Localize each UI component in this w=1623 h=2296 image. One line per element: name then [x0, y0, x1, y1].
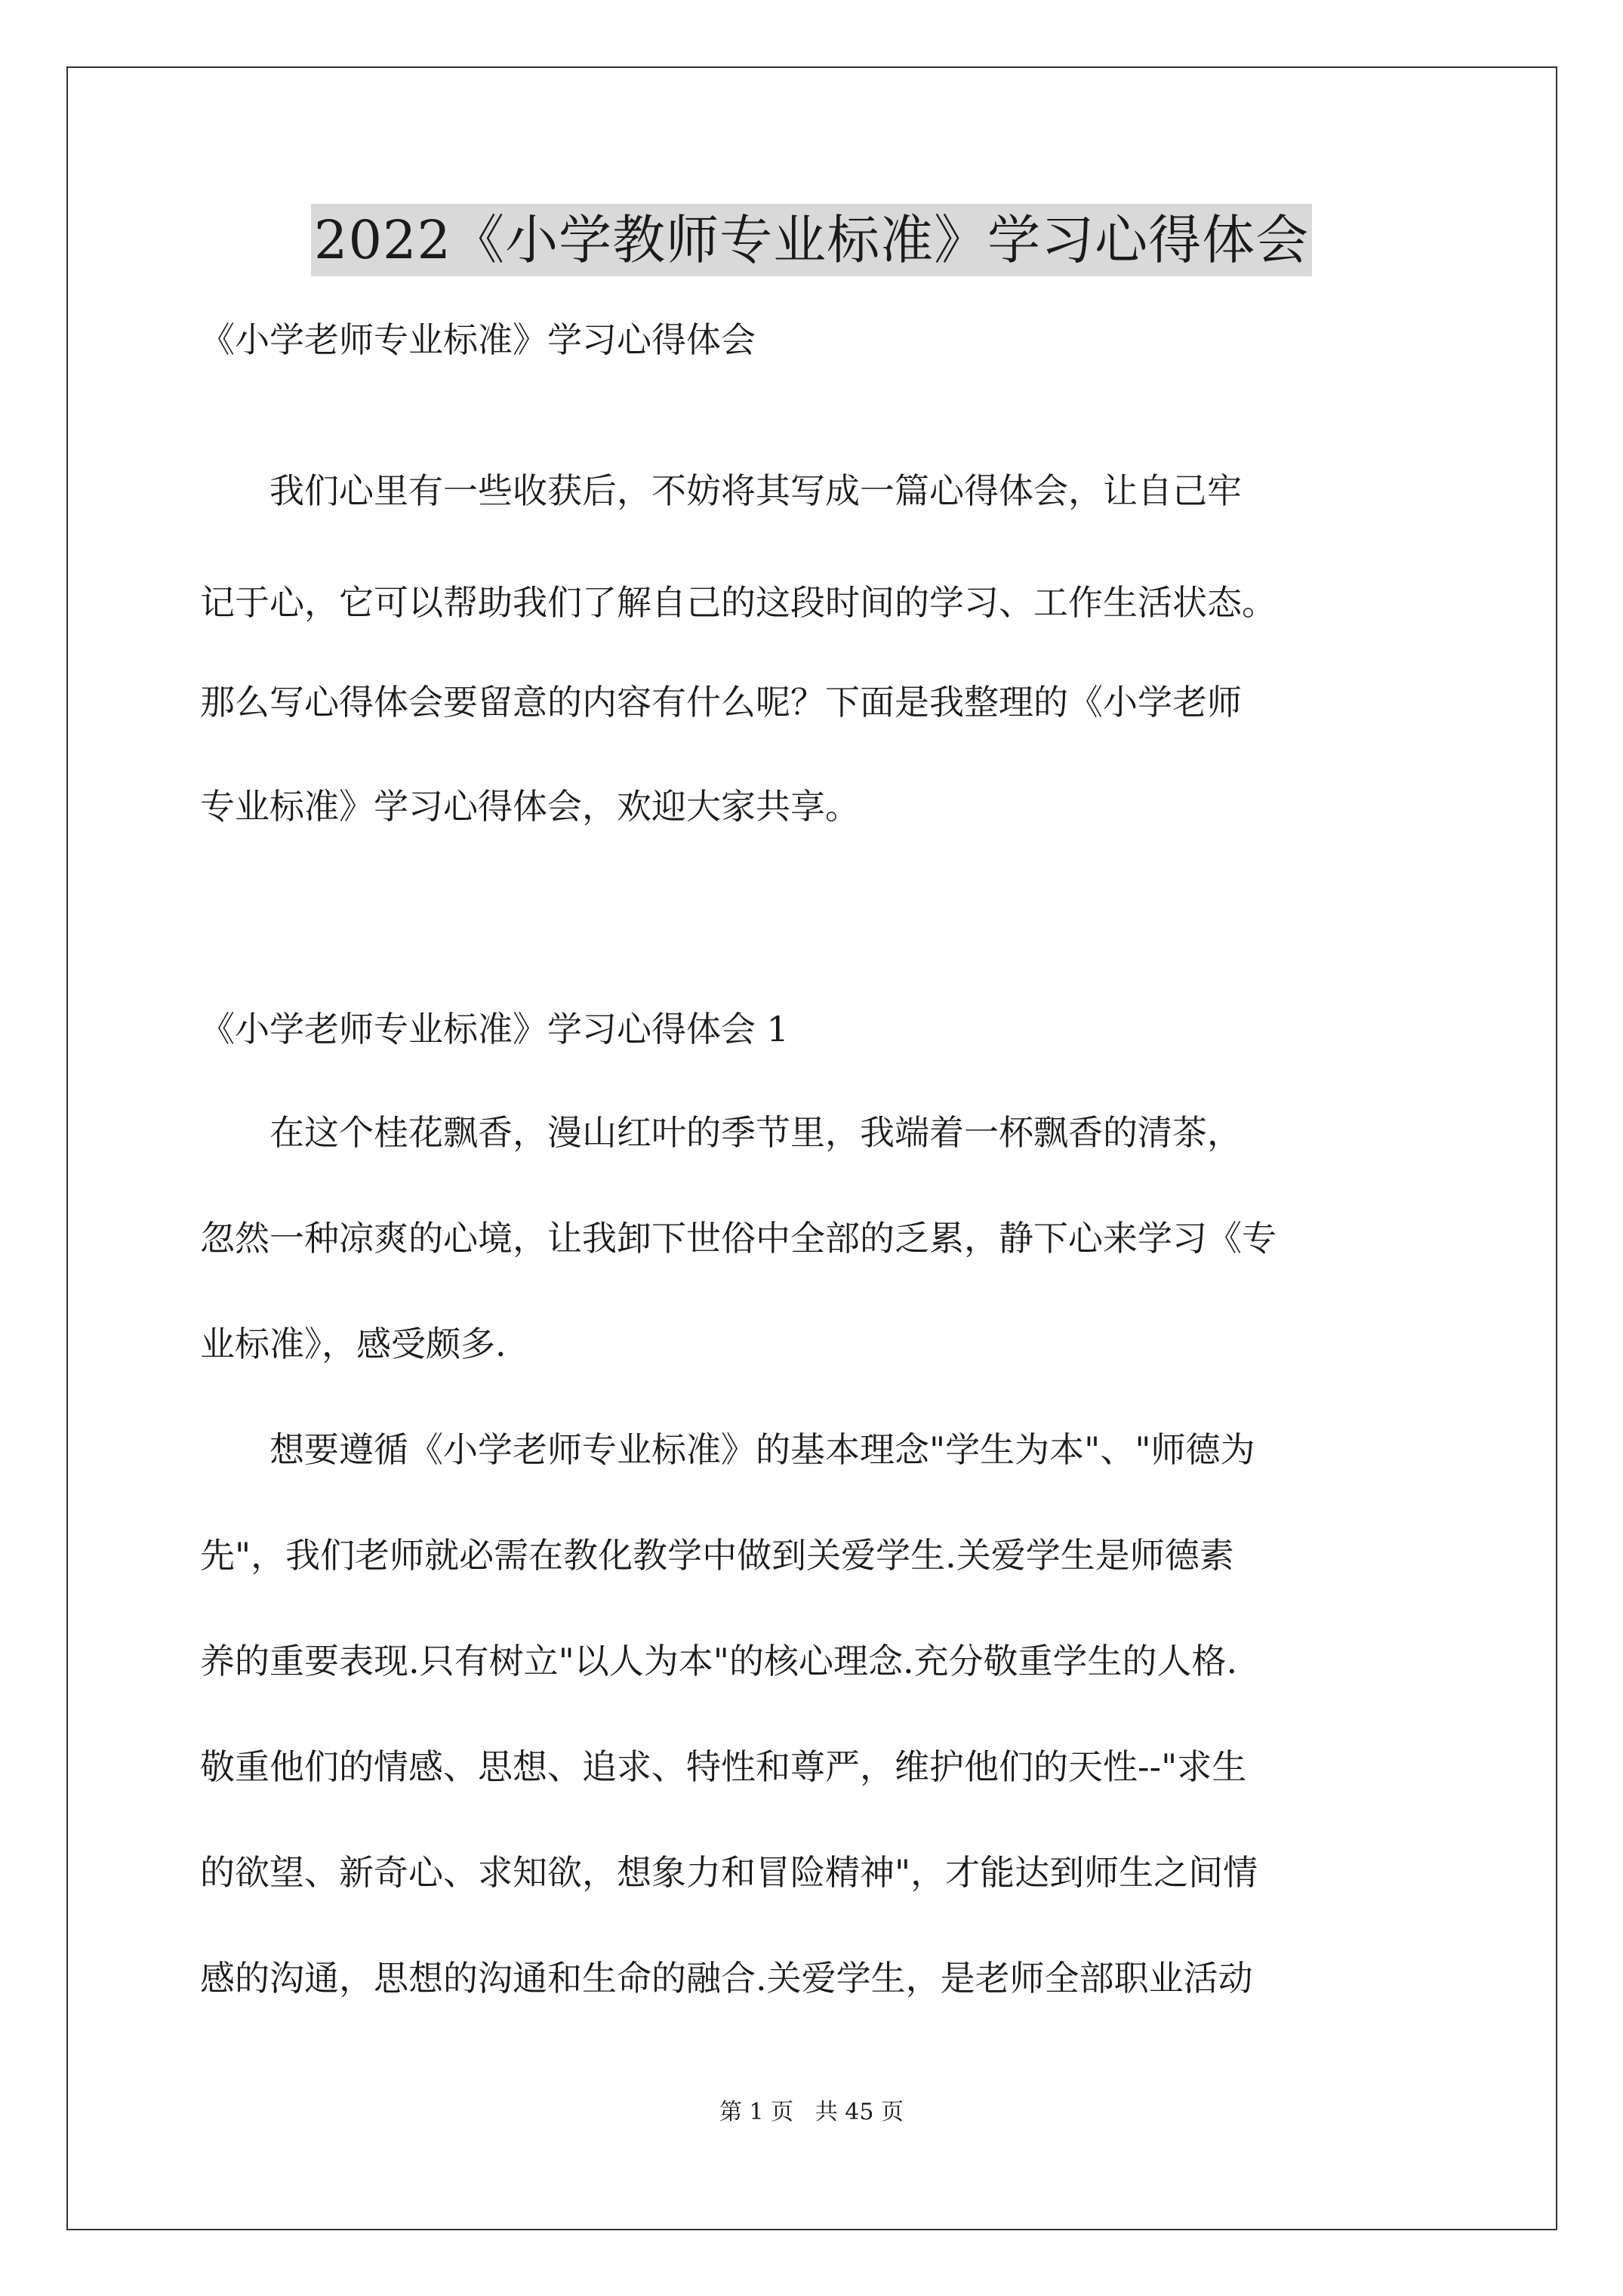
intro-line: 那么写心得体会要留意的内容有什么呢？下面是我整理的《小学老师	[200, 682, 1242, 723]
page-number-footer: 第 1 页 共 45 页	[719, 2099, 904, 2125]
document-subtitle: 《小学老师专业标准》学习心得体会	[200, 319, 756, 360]
paragraph-line: 业标准》，感受颇多.	[200, 1324, 507, 1364]
paragraph-line: 敬重他们的情感、思想、追求、特性和尊严，维护他们的天性--"求生	[200, 1746, 1247, 1787]
intro-line: 我们心里有一些收获后，不妨将其写成一篇心得体会，让自己牢	[200, 470, 1242, 511]
paragraph-line: 感的沟通，思想的沟通和生命的融合.关爱学生，是老师全部职业活动	[200, 1958, 1253, 1999]
section-heading: 《小学老师专业标准》学习心得体会 1	[200, 1009, 789, 1049]
paragraph-line: 忽然一种凉爽的心境，让我卸下世俗中全部的乏累，静下心来学习《专	[200, 1218, 1277, 1259]
paragraph-line: 的欲望、新奇心、求知欲，想象力和冒险精神"，才能达到师生之间情	[200, 1852, 1258, 1893]
document-title: 2022《小学教师专业标准》学习心得体会	[311, 204, 1312, 276]
paragraph-line: 养的重要表现.只有树立"以人为本"的核心理念.充分敬重学生的人格.	[200, 1641, 1238, 1681]
intro-line: 记于心，它可以帮助我们了解自己的这段时间的学习、工作生活状态。	[200, 582, 1277, 623]
intro-line: 专业标准》学习心得体会，欢迎大家共享。	[200, 786, 860, 827]
paragraph-line: 想要遵循《小学老师专业标准》的基本理念"学生为本"、"师德为	[200, 1429, 1255, 1470]
paragraph-line: 在这个桂花飘香，漫山红叶的季节里，我端着一杯飘香的清茶，	[200, 1112, 1242, 1153]
title-container	[0, 204, 1623, 276]
paragraph-line: 先"，我们老师就必需在教化教学中做到关爱学生.关爱学生是师德素	[200, 1535, 1234, 1576]
